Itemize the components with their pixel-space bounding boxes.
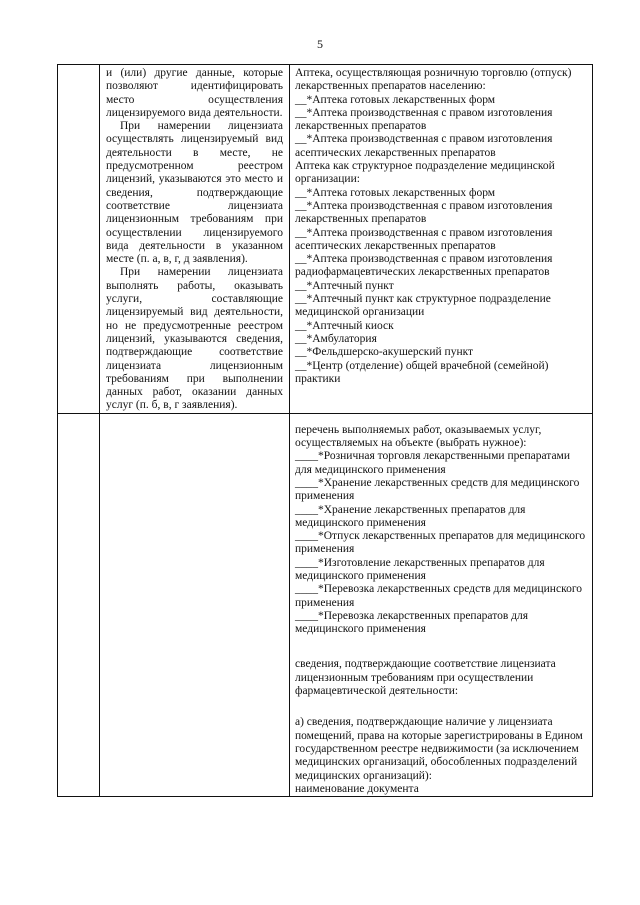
structural-option[interactable]: __*Аптека готовых лекарственных форм xyxy=(295,186,496,199)
empty-cell xyxy=(100,413,290,796)
pharmacy-option[interactable]: __*Аптека готовых лекарственных форм xyxy=(295,93,496,106)
work-option[interactable]: ____*Отпуск лекарственных препаратов для медицинского применения xyxy=(295,530,586,556)
works-heading: перечень выполняемых работ, оказываемых услуг, осуществляемых на объекте (выбрать нужное): xyxy=(295,423,542,450)
structural-heading: Аптека как структурное подразделение медицинской организации: xyxy=(295,160,555,186)
premises-text: а) сведения, подтверждающие наличие у лицензиата помещений, права на которые зарегистрированы в Едином государственном реестре недвижимости (за исключением медицинских организаций, обособленных подразделений медицинских организаций): xyxy=(295,716,583,782)
pharmacy-option[interactable]: __*Аптека производственная с правом изготовления асептических лекарственных препаратов xyxy=(295,133,553,159)
structural-option[interactable]: __*Аптечный пункт xyxy=(295,279,394,292)
structural-option[interactable]: __*Аптека производственная с правом изготовления лекарственных препаратов xyxy=(295,199,553,226)
structural-option[interactable]: __*Аптека производственная с правом изготовления асептических лекарственных препаратов xyxy=(295,226,553,252)
page-number: 5 xyxy=(317,37,323,51)
left-paragraph-2: При намерении лицензиата осуществлять лицензируемый вид деятельности в месте, не предусмотренном реестром лицензий, указываются это место и сведения, подтверждающие соответствие лицензиата лицензионным требованиям при осуществлении лицензируемого вида деятельности в указанном месте (п. а, в, г, д заявления). xyxy=(106,120,283,266)
pharmacy-heading: Аптека, осуществляющая розничную торговлю (отпуск) лекарственных препаратов населению: xyxy=(295,67,572,93)
structural-option[interactable]: __*Аптека производственная с правом изготовления радиофармацевтических лекарственных препаратов xyxy=(295,253,553,279)
structural-option[interactable]: __*Аптечный пункт как структурное подразделение медицинской организации xyxy=(295,293,551,319)
left-paragraph-3: При намерении лицензиата выполнять работы, оказывать услуги, составляющие лицензируемый вид деятельности, но не предусмотренные реестром лицензий, указываются сведения, подтверждающие соответствие лицензиата лицензионным требованиям при выполнении данных работ, оказании данных услуг (п. б, в, г заявления). xyxy=(106,266,283,412)
work-option[interactable]: ____*Перевозка лекарственных средств для медицинского применения xyxy=(295,583,583,609)
table-row xyxy=(58,413,593,796)
details-cell xyxy=(290,413,593,796)
work-option[interactable]: ____*Перевозка лекарственных препаратов для медицинского применения xyxy=(295,609,529,636)
structural-option[interactable]: __*Аптечный киоск xyxy=(295,319,394,332)
row-number-cell xyxy=(58,413,100,796)
compliance-text: сведения, подтверждающие соответствие лицензиата лицензионным требованиям при осуществлении фармацевтической деятельности: xyxy=(295,658,556,698)
work-option[interactable]: ____*Розничная торговля лекарственными препаратами для медицинского применения xyxy=(295,450,570,476)
structural-option[interactable]: __*Центр (отделение) общей врачебной (семейной) практики xyxy=(295,359,549,385)
document-label: наименование документа xyxy=(295,782,419,795)
structural-option[interactable]: __*Амбулатория xyxy=(295,332,377,345)
table-row xyxy=(58,65,593,414)
work-option[interactable]: ____*Хранение лекарственных препаратов для медицинского применения xyxy=(295,503,526,529)
left-paragraph-1: и (или) другие данные, которые позволяют идентифицировать место осуществления лицензируемого вида деятельности. xyxy=(106,67,283,119)
structural-option[interactable]: __*Фельдшерско-акушерский пункт xyxy=(295,346,474,359)
requirements-cell xyxy=(100,65,290,414)
row-number-cell xyxy=(58,65,100,414)
work-option[interactable]: ____*Изготовление лекарственных препаратов для медицинского применения xyxy=(295,556,545,582)
pharmacy-option[interactable]: __*Аптека производственная с правом изготовления лекарственных препаратов xyxy=(295,106,553,133)
work-option[interactable]: ____*Хранение лекарственных средств для медицинского применения xyxy=(295,476,580,503)
form-table xyxy=(57,64,593,797)
object-type-cell xyxy=(290,65,593,414)
